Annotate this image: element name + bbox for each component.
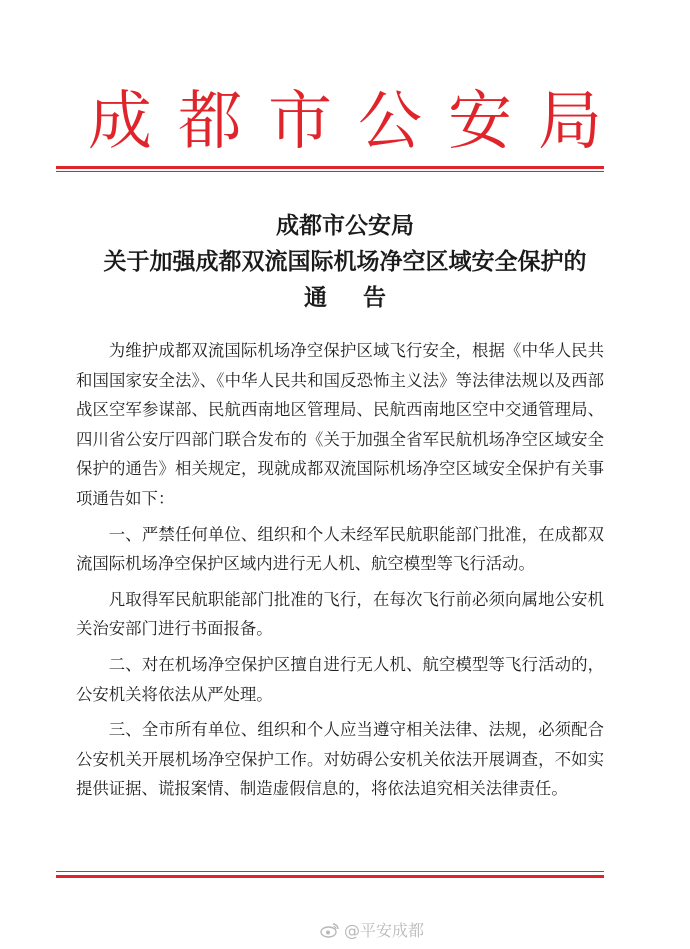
- notice-title: [0, 208, 690, 316]
- title-line-1: 成都市公安局: [276, 213, 414, 239]
- title-line-3: 通告: [304, 285, 422, 311]
- notice-body: [76, 336, 604, 810]
- footer-red-line: [56, 875, 604, 878]
- watermark: [320, 918, 424, 941]
- paragraph-intro: 为维护成都双流国际机场净空保护区域飞行安全，根据《中华人民共和国国家安全法》、《中华人民共和国反恐怖主义法》等法律法规以及西部战区空军参谋部、民航西南地区管理局、民航西南地区空中交通管理局、四川省公安厅四部门联合发布的《关于加强全省军民航机场净空区域安全保护的通告》相关规定，现就成都双流国际机场净空区域安全保护有关事项通告如下：: [76, 341, 604, 508]
- masthead: 成都市公安局: [88, 85, 628, 159]
- paragraph-item-1-note: 凡取得军民航职能部门批准的飞行，在每次飞行前必须向属地公安机关治安部门进行书面报备。: [76, 589, 604, 639]
- paragraph-item-2: 二、对在机场净空保护区擅自进行无人机、航空模型等飞行活动的，公安机关将依法从严处理。: [76, 654, 604, 704]
- watermark-text: @平安成都: [343, 921, 424, 940]
- paragraph-item-1: 一、严禁任何单位、组织和个人未经军民航职能部门批准，在成都双流国际机场净空保护区域内进行无人机、航空模型等飞行活动。: [76, 524, 604, 574]
- masthead-red-line-thin: [56, 171, 604, 172]
- footer-red-line-thin: [56, 871, 604, 872]
- masthead-red-line: [56, 166, 604, 169]
- weibo-icon: [320, 922, 340, 938]
- paragraph-item-3: 三、全市所有单位、组织和个人应当遵守相关法律、法规，必须配合公安机关开展机场净空保护工作。对妨碍公安机关依法开展调查，不如实提供证据、谎报案情、制造虚假信息的，将依法追究相关法律责任。: [76, 720, 604, 799]
- title-line-2: 关于加强成都双流国际机场净空区域安全保护的: [103, 249, 587, 275]
